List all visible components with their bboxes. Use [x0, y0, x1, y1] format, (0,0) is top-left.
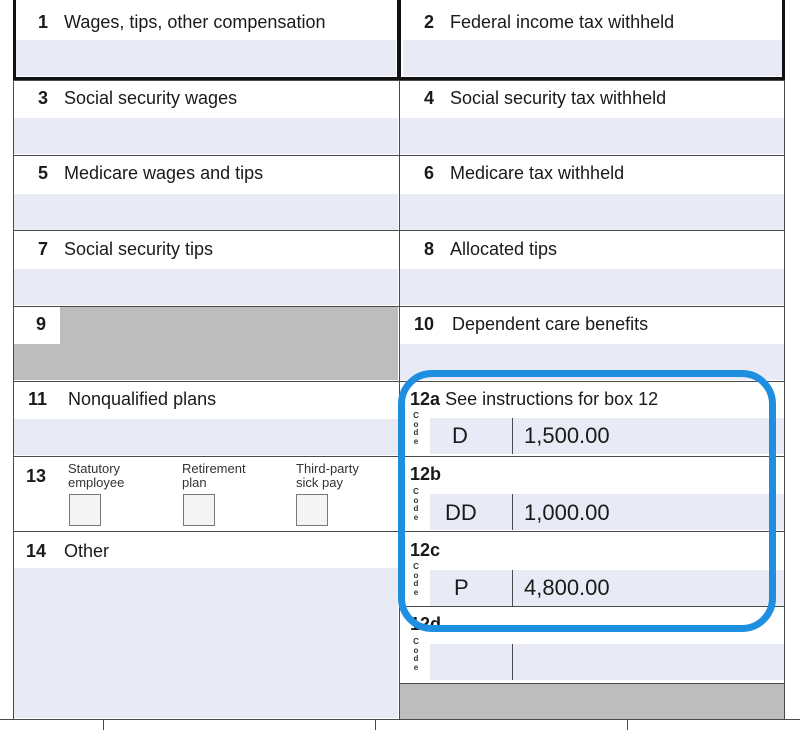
bottom-tick-2: [375, 719, 376, 730]
box-5-entry[interactable]: [14, 194, 398, 230]
statutory-employee-label: Statutory employee: [68, 461, 125, 490]
box-8-label: 8 Allocated tips: [424, 239, 558, 259]
row-line-2: [13, 155, 785, 156]
box-13-label: 13: [26, 466, 47, 486]
box-12c-label: 12c: [410, 540, 441, 560]
row-line-3: [13, 230, 785, 231]
bottom-line: [0, 719, 800, 720]
box-14-label: 14 Other: [26, 541, 110, 561]
box-12-highlight: [398, 370, 776, 632]
box-12a-label: 12a See instructions for box 12: [410, 389, 659, 409]
box-14-entry[interactable]: [14, 568, 398, 718]
box-7-entry[interactable]: [14, 269, 398, 305]
third-party-sick-pay-label: Third-party sick pay: [296, 461, 359, 490]
right-border: [784, 0, 785, 720]
row-line-1: [13, 80, 785, 81]
row-line-4: [13, 306, 785, 307]
code-label-12a: C o d e: [413, 411, 419, 446]
amount-divider-12d: [512, 644, 513, 680]
code-label-12c: C o d e: [413, 562, 419, 597]
amount-12c[interactable]: 4,800.00: [524, 575, 610, 600]
bottom-tick-3: [627, 719, 628, 730]
row-line-12d: [400, 683, 785, 684]
box-10-label: 10 Dependent care benefits: [414, 314, 649, 334]
code-label-12d: C o d e: [413, 637, 419, 672]
center-divider: [399, 0, 400, 720]
box-2-label: 2 Federal income tax withheld: [424, 12, 675, 32]
box-12-bottom-shade: [400, 683, 784, 719]
box-12b-label: 12b: [410, 464, 442, 484]
retirement-plan-label: Retirement plan: [182, 461, 246, 490]
code-label-12b: C o d e: [413, 487, 419, 522]
left-border: [13, 0, 14, 720]
box-9-shaded: [60, 306, 398, 344]
row-line-6: [13, 456, 400, 457]
bottom-tick-1: [103, 719, 104, 730]
code-12a[interactable]: D: [452, 423, 468, 448]
box-6-entry[interactable]: [400, 194, 784, 230]
code-12b[interactable]: DD: [445, 500, 477, 525]
row-line-7: [13, 531, 400, 532]
box-4-entry[interactable]: [400, 118, 784, 154]
box-8-entry[interactable]: [400, 269, 784, 305]
amount-12a[interactable]: 1,500.00: [524, 423, 610, 448]
amount-12b[interactable]: 1,000.00: [524, 500, 610, 525]
box-4-label: 4 Social security tax withheld: [424, 88, 667, 108]
box-11-label: 11 Nonqualified plans: [28, 389, 217, 409]
box-9-shaded-lower: [14, 344, 398, 380]
statutory-employee-checkbox[interactable]: [69, 494, 101, 526]
box-3-label: 3 Social security wages: [38, 88, 238, 108]
third-party-sick-pay-checkbox[interactable]: [296, 494, 328, 526]
box-6-label: 6 Medicare tax withheld: [424, 163, 625, 183]
box-3-entry[interactable]: [14, 118, 398, 154]
code-12c[interactable]: P: [454, 575, 469, 600]
box-11-entry[interactable]: [14, 419, 398, 455]
box-7-label: 7 Social security tips: [38, 239, 214, 259]
box-12d-entry[interactable]: [430, 644, 784, 680]
box-12d-label: 12d: [410, 614, 442, 634]
box-1-label: 1 Wages, tips, other compensation: [38, 12, 326, 32]
box-9-label: 9: [36, 314, 47, 334]
retirement-plan-checkbox[interactable]: [183, 494, 215, 526]
box-5-label: 5 Medicare wages and tips: [38, 163, 264, 183]
